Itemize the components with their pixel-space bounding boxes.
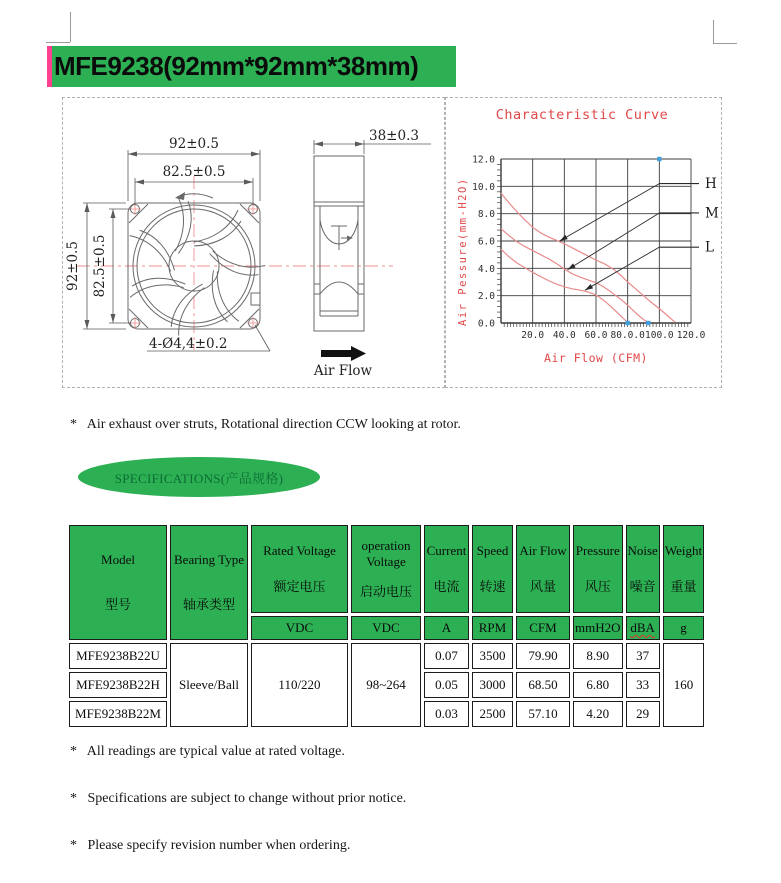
dim-inner-height-text: 82.5±0.5 <box>92 234 108 298</box>
mechanical-drawing-panel <box>62 97 445 388</box>
front-view-dim-texts <box>65 136 227 352</box>
cell-speed: 3000 <box>472 672 513 698</box>
cell-noise: 29 <box>626 701 660 727</box>
dim-holes-text: 4-Ø4,4±0.2 <box>149 336 228 352</box>
air-flow-label: Air Flow <box>313 363 373 379</box>
cell-model: MFE9238B22H <box>69 672 167 698</box>
figure-row <box>62 97 722 388</box>
unit-pressure: mmH2O <box>573 616 623 640</box>
table-header-row <box>69 525 704 613</box>
header-operation-voltage: operation Voltage 启动电压 <box>351 525 421 613</box>
dim-inner-width-text: 82.5±0.5 <box>162 164 226 180</box>
cell-pressure: 8.90 <box>573 643 623 669</box>
characteristic-curve-panel <box>445 97 722 388</box>
fan-side-view <box>314 156 364 331</box>
header-noise: Noise 噪音 <box>626 525 660 613</box>
svg-text:M: M <box>705 205 719 222</box>
specifications-table <box>66 522 707 730</box>
chart-ylabel: Air Pessure(mm-H2O) <box>457 177 469 326</box>
svg-text:10.0: 10.0 <box>472 181 495 193</box>
unit-current: A <box>424 616 469 640</box>
header-model: Model 型号 <box>69 525 167 640</box>
characteristic-curve-chart <box>446 98 721 387</box>
cell-speed: 2500 <box>472 701 513 727</box>
svg-text:L: L <box>705 239 714 256</box>
header-speed: Speed 转速 <box>472 525 513 613</box>
header-rated-voltage: Rated Voltage 额定电压 <box>251 525 348 613</box>
fan-drawing-svg <box>63 98 444 387</box>
svg-text:0.0: 0.0 <box>477 318 495 330</box>
dim-width-text: 92±0.5 <box>169 136 219 152</box>
cropmark-topright-vertical <box>713 20 714 43</box>
svg-text:80.0.0: 80.0.0 <box>610 330 645 341</box>
unit-rated-voltage: VDC <box>251 616 348 640</box>
dim-depth-text: 38±0.3 <box>369 128 419 144</box>
header-bearing: Bearing Type 轴承类型 <box>170 525 248 640</box>
chart-plot-area <box>472 155 719 342</box>
unit-speed: RPM <box>472 616 513 640</box>
svg-text:40.0: 40.0 <box>552 330 576 341</box>
cropmark-topleft-vertical <box>70 12 71 42</box>
cell-air-flow: 57.10 <box>516 701 570 727</box>
cropmark-topright-horizontal <box>713 43 737 44</box>
svg-text:12.0: 12.0 <box>472 154 495 166</box>
footnote: * Specifications are subject to change without prior notice. <box>70 791 407 806</box>
chart-xlabel: Air Flow (CFM) <box>544 351 648 365</box>
cell-noise: 37 <box>626 643 660 669</box>
svg-text:8.0: 8.0 <box>477 209 495 221</box>
table-row <box>69 643 704 669</box>
dim-height-text: 92±0.5 <box>65 241 81 291</box>
chart-title: Characteristic Curve <box>495 107 669 123</box>
svg-text:20.0: 20.0 <box>521 330 545 341</box>
svg-text:H: H <box>705 176 717 193</box>
header-pressure: Pressure 风压 <box>573 525 623 613</box>
cell-weight: 160 <box>663 643 704 727</box>
header-current: Current 电流 <box>424 525 469 613</box>
cell-air-flow: 68.50 <box>516 672 570 698</box>
unit-operation-voltage: VDC <box>351 616 421 640</box>
cell-noise: 33 <box>626 672 660 698</box>
header-weight: Weight 重量 <box>663 525 704 613</box>
footnote: * All readings are typical value at rated voltage. <box>70 744 345 759</box>
header-air-flow: Air Flow 风量 <box>516 525 570 613</box>
title-green-band <box>52 46 456 87</box>
cell-current: 0.03 <box>424 701 469 727</box>
cell-model: MFE9238B22M <box>69 701 167 727</box>
title-bar <box>47 46 456 87</box>
cell-rated-voltage: 110/220 <box>251 643 348 727</box>
cell-model: MFE9238B22U <box>69 643 167 669</box>
cell-current: 0.07 <box>424 643 469 669</box>
svg-text:2.0: 2.0 <box>477 291 495 303</box>
air-flow-arrow-icon <box>321 346 366 361</box>
cell-air-flow: 79.90 <box>516 643 570 669</box>
unit-noise: dBA <box>626 616 660 640</box>
svg-text:60.0: 60.0 <box>584 330 608 341</box>
svg-text:6.0: 6.0 <box>477 236 495 248</box>
cell-operation-voltage: 98~264 <box>351 643 421 727</box>
cell-pressure: 4.20 <box>573 701 623 727</box>
svg-text:120.0: 120.0 <box>676 330 706 341</box>
svg-text:100.0: 100.0 <box>645 330 674 341</box>
page-title: MFE9238(92mm*92mm*38mm) <box>54 51 419 81</box>
cropmark-topleft-horizontal <box>46 42 70 43</box>
unit-weight: g <box>663 616 704 640</box>
specifications-badge: SPECIFICATIONS(产品规格) <box>78 457 320 497</box>
rotation-note: * Air exhaust over struts, Rotational direction CCW looking at rotor. <box>70 417 461 432</box>
cell-bearing: Sleeve/Ball <box>170 643 248 727</box>
front-view-dimensions <box>83 150 270 351</box>
cell-speed: 3500 <box>472 643 513 669</box>
cable-notch <box>251 293 260 305</box>
cell-current: 0.05 <box>424 672 469 698</box>
footnote: * Please specify revision number when ordering. <box>70 838 351 853</box>
cell-pressure: 6.80 <box>573 672 623 698</box>
svg-text:4.0: 4.0 <box>477 263 495 275</box>
unit-air-flow: CFM <box>516 616 570 640</box>
